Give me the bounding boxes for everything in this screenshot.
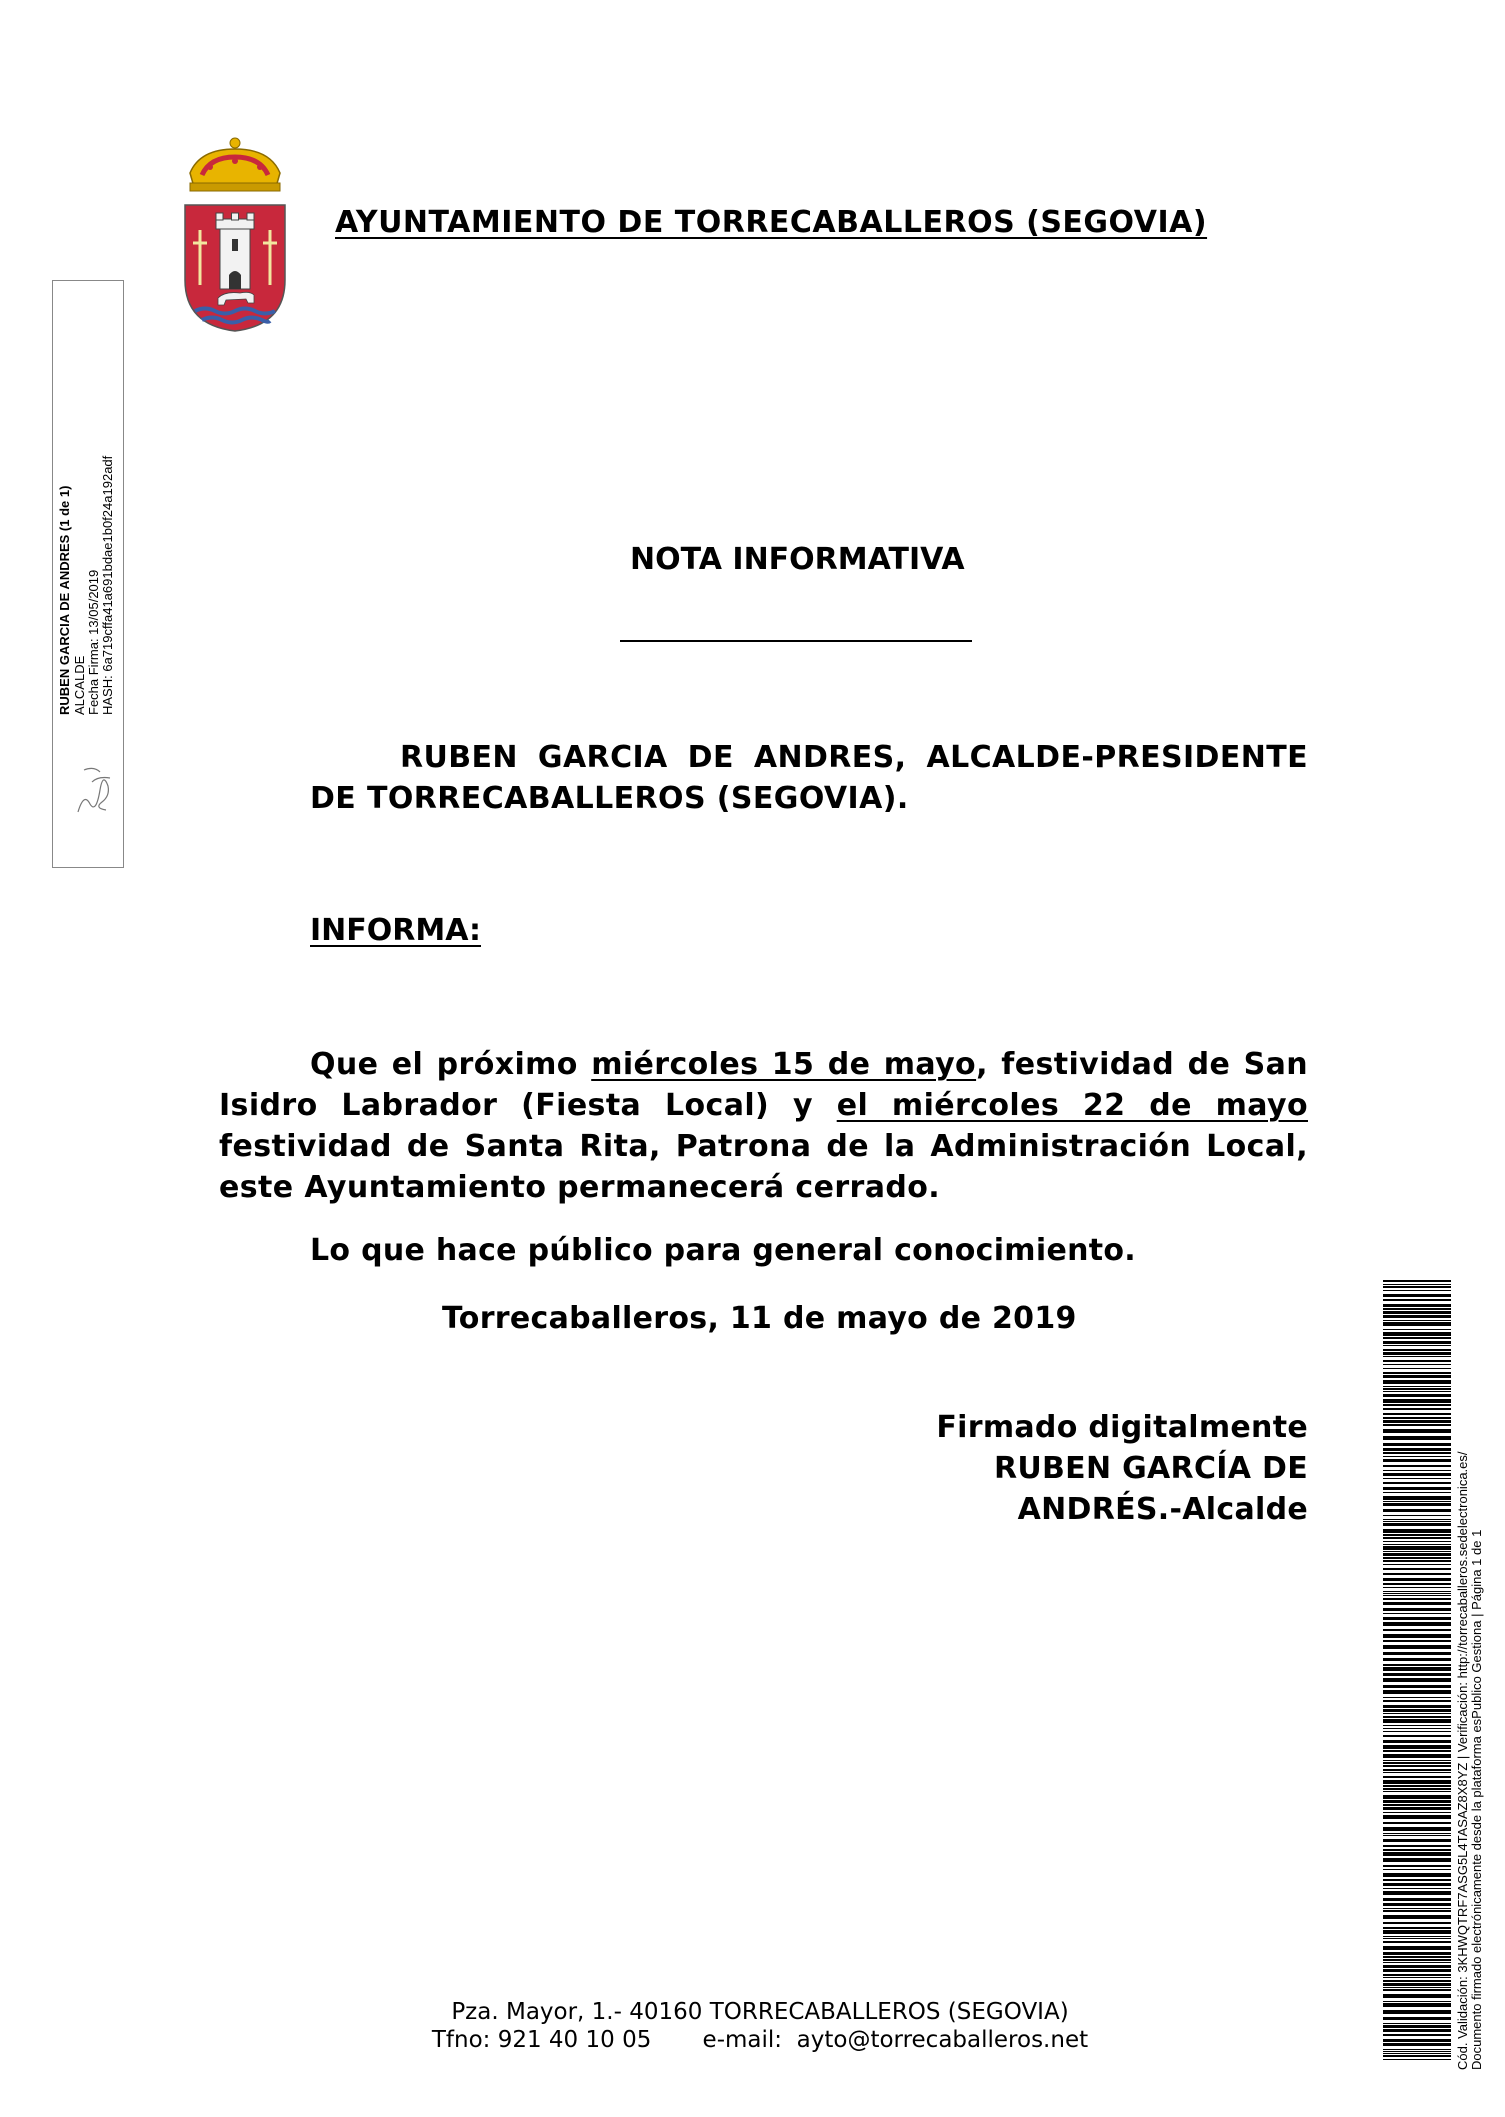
body-part-2: , festividad de San Isidro Labrador (Fiesta Local) y: [219, 1047, 1308, 1123]
closing-date-2: el miércoles 22 de mayo: [836, 1088, 1308, 1123]
footer-email: e-mail: ayto@torrecaballeros.net: [702, 2027, 1089, 2053]
municipal-coat-of-arms: [180, 135, 290, 335]
validation-barcode: [1383, 1280, 1451, 2060]
closing-sentence: Lo que hace público para general conocimiento.: [310, 1233, 1136, 1268]
footer-address: Pza. Mayor, 1.- 40160 TORRECABALLEROS (SEGOVIA): [451, 1999, 1069, 2025]
footer-phone: Tfno: 921 40 10 05: [431, 2027, 652, 2053]
signature-hash: HASH: 6a719cffa41a691bdae1b0f24a192adf: [100, 455, 115, 715]
notice-body: [219, 1044, 1308, 1208]
validation-platform-line: Documento firmado electrónicamente desde la plataforma esPublico Gestiona | Página 1 de 1: [1469, 1529, 1484, 2070]
signer-name: RUBEN GARCIA DE ANDRES (1 de 1): [57, 485, 72, 715]
informa-heading: INFORMA:: [310, 913, 481, 948]
footer-contact: [400, 2026, 1120, 2054]
body-part-3: festividad de Santa Rita, Patrona de la Administración Local, este Ayuntamiento permanecerá cerrado.: [219, 1129, 1308, 1205]
document-title: NOTA INFORMATIVA: [630, 542, 965, 577]
validation-code-line: Cód. Validación: 3KHWQTRF7ASG5L4TASAZ8X8YZ | Verificación: http://torrecaballeros.sedelectronica.es/: [1455, 1451, 1470, 2070]
footer: [400, 1998, 1120, 2054]
closing-date-1: miércoles 15 de mayo: [591, 1047, 977, 1082]
handwritten-signature: [70, 752, 120, 822]
signer-role: ALCALDE: [72, 655, 87, 715]
signed-line-3: ANDRÉS.-Alcalde: [1017, 1492, 1308, 1527]
body-part-1: Que el próximo: [310, 1047, 592, 1082]
signed-line-1: Firmado digitalmente: [936, 1410, 1308, 1445]
signature-date: Fecha Firma: 13/05/2019: [86, 569, 101, 715]
signed-line-2: RUBEN GARCÍA DE: [993, 1451, 1308, 1486]
title-underline: [620, 640, 972, 642]
mayor-declaration: RUBEN GARCIA DE ANDRES, ALCALDE-PRESIDENTE DE TORRECABALLEROS (SEGOVIA).: [310, 740, 1308, 816]
digital-signature-block: [850, 1407, 1308, 1530]
municipality-header: AYUNTAMIENTO DE TORRECABALLEROS (SEGOVIA): [335, 205, 1208, 240]
place-and-date: Torrecaballeros, 11 de mayo de 2019: [442, 1301, 1077, 1336]
crown-icon: [190, 138, 280, 191]
